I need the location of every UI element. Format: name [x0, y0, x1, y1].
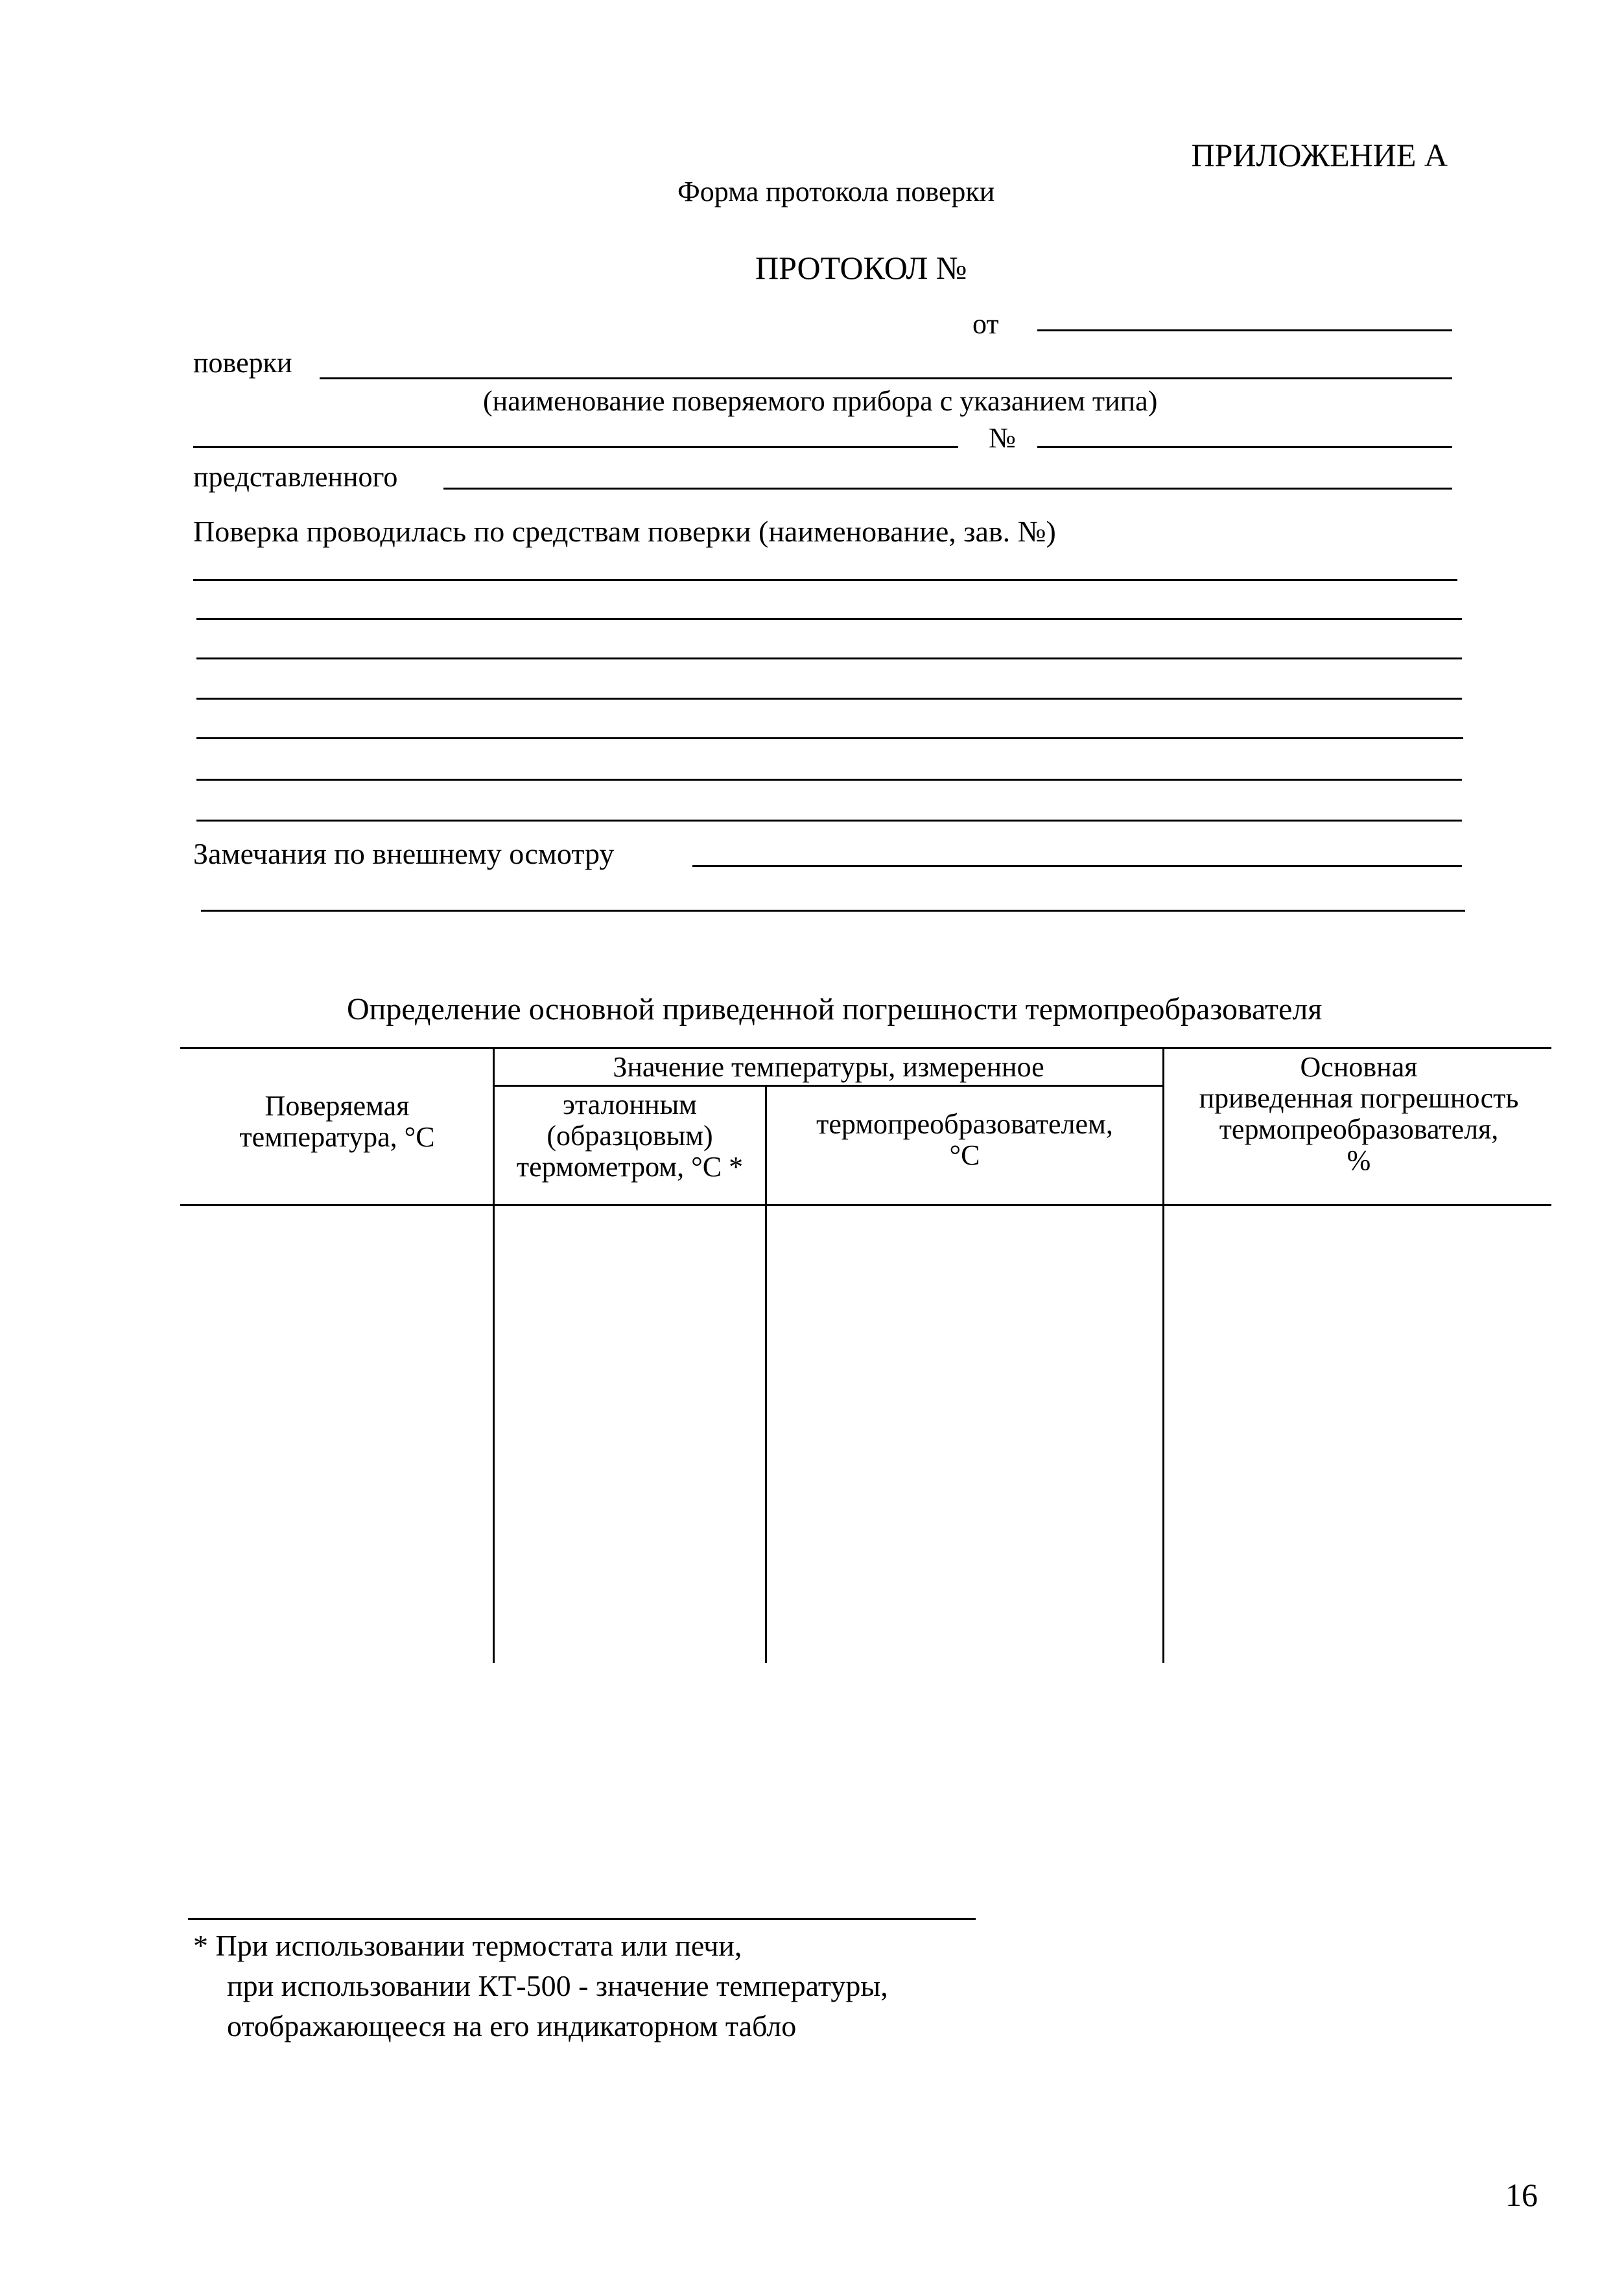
header-error-line2: приведенная погрешность [1199, 1082, 1519, 1114]
number-label: № [989, 422, 1016, 454]
footnote-line-1: * При использовании термостата или печи, [193, 1929, 742, 1962]
means-blank-3[interactable] [196, 657, 1462, 659]
form-title: Форма протокола поверки [677, 176, 995, 207]
protocol-title: ПРОТОКОЛ № [755, 250, 967, 286]
device-name-blank-2[interactable] [193, 446, 958, 448]
means-blank-2[interactable] [196, 618, 1462, 620]
means-label: Поверка проводилась по средствам поверки (наименование, зав. №) [193, 515, 1056, 548]
presented-label: представленного [193, 461, 398, 493]
header-reference-line1: эталонным [562, 1089, 698, 1120]
group-underline [493, 1085, 1162, 1087]
header-error-line1: Основная [1300, 1051, 1418, 1083]
header-verified-temp-line1: Поверяемая [265, 1090, 410, 1122]
header-converter-line2: °C [949, 1139, 980, 1171]
remarks-blank-1[interactable] [692, 865, 1462, 867]
verification-label: поверки [193, 347, 292, 379]
device-hint: (наименование поверяемого прибора с указанием типа) [483, 385, 1158, 417]
means-blank-4[interactable] [196, 698, 1462, 700]
col-divider-2 [765, 1085, 767, 1663]
device-name-blank[interactable] [320, 377, 1452, 379]
header-measured-group: Значение температуры, измеренное [613, 1051, 1044, 1083]
footnote-line-2: при использовании КТ-500 - значение температуры, [227, 1969, 888, 2002]
header-verified-temp-line2: температура, °C [239, 1121, 435, 1153]
date-blank[interactable] [1037, 329, 1452, 331]
means-blank-5[interactable] [196, 737, 1463, 739]
header-reduced-error [1164, 1052, 1553, 1176]
header-converter [767, 1109, 1162, 1171]
header-reference-thermometer [495, 1089, 765, 1183]
footnote-line-3: отображающееся на его индикаторном табло [227, 2009, 797, 2042]
header-reference-line2: (образцовым) [547, 1120, 713, 1152]
header-error-line4: % [1347, 1144, 1371, 1176]
header-error-line3: термопреобразователя, [1219, 1113, 1499, 1145]
appendix-label: ПРИЛОЖЕНИЕ А [1191, 137, 1448, 173]
table-top-rule [180, 1047, 1551, 1049]
from-label: от [972, 308, 999, 340]
remarks-label: Замечания по внешнему осмотру [193, 837, 615, 870]
remarks-blank-2[interactable] [201, 910, 1465, 912]
header-reference-line3: термометром, °C * [516, 1151, 744, 1183]
means-blank-1[interactable] [193, 579, 1457, 581]
presented-blank[interactable] [443, 488, 1452, 490]
table-caption: Определение основной приведенной погрешности термопреобразователя [347, 992, 1323, 1026]
header-converter-line1: термопреобразователем, [816, 1108, 1113, 1140]
table-header-bottom-rule [180, 1204, 1551, 1206]
header-verified-temp [182, 1091, 493, 1153]
footnote-rule [188, 1918, 976, 1920]
page-number: 16 [1505, 2177, 1538, 2213]
serial-number-blank[interactable] [1037, 446, 1452, 448]
means-blank-7[interactable] [196, 820, 1462, 822]
means-blank-6[interactable] [196, 779, 1462, 781]
